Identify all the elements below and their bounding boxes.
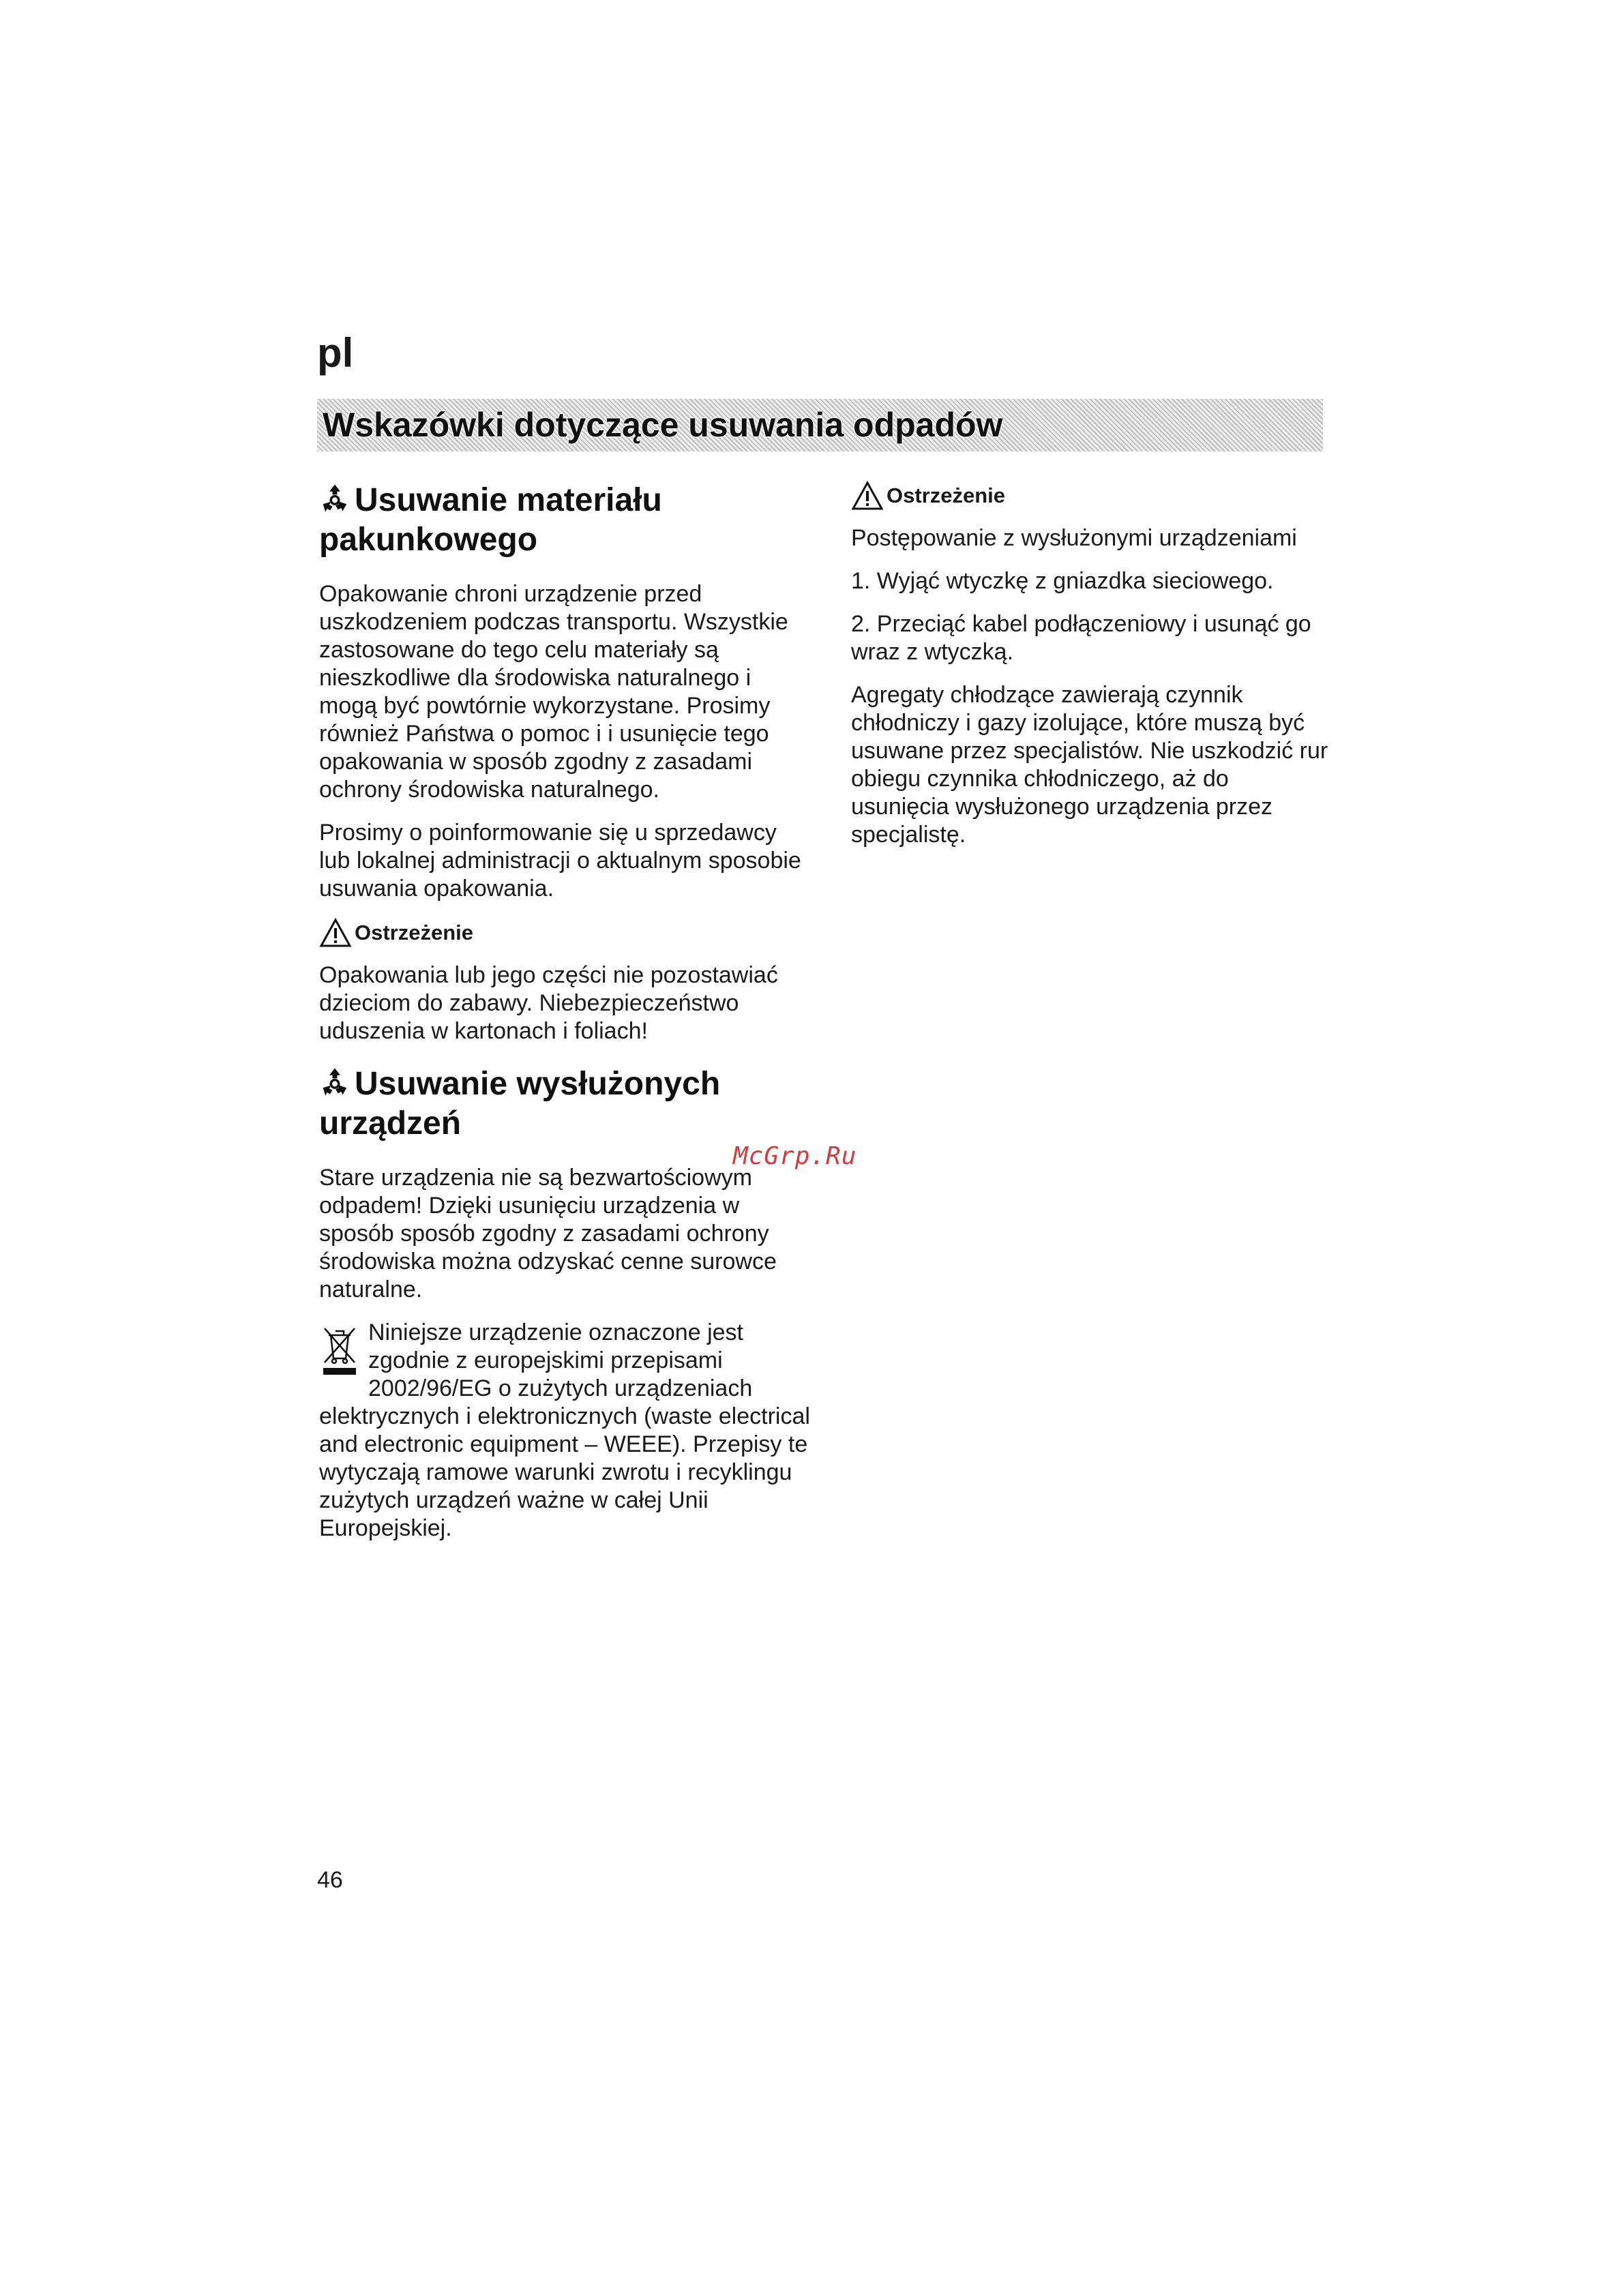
main-title-bar (317, 399, 1323, 451)
weee-line: Niniejsze urządzenie oznaczone jest (368, 1320, 743, 1345)
paragraph: Postępowanie z wysłużonymi urządzeniami (851, 525, 1297, 551)
watermark: McGrp.Ru (733, 1142, 857, 1170)
warning-text: Opakowania lub jego części nie pozostawiać dzieciom do zabawy. Niebezpieczeństwo uduszenia w kartonach i foliach! (319, 962, 778, 1044)
weee-line: 2002/96/EG o zużytych urządzeniach (368, 1375, 753, 1401)
warning-label: Ostrzeżenie (355, 921, 474, 944)
warning-triangle-icon (319, 918, 352, 948)
warning-triangle-icon (851, 481, 884, 511)
warning-heading (851, 481, 1328, 511)
warning-heading (319, 918, 810, 948)
weee-notice (319, 1319, 810, 1542)
paragraph: Stare urządzenia nie są bezwartościowym odpadem! Dzięki usunięciu urządzenia w sposób sposób zgodny z zasadami ochrony środowiska można odzyskać cenne surowce naturalne. (319, 1165, 777, 1302)
crossed-out-bin-icon (319, 1323, 360, 1377)
right-column (851, 481, 1328, 864)
recycle-icon (319, 1066, 351, 1097)
main-title: Wskazówki dotyczące usuwania odpadów (323, 406, 1003, 444)
left-column (319, 481, 810, 1557)
language-code: pl (317, 330, 354, 376)
paragraph: Prosimy o poinformowanie się u sprzedawcy lub lokalnej administracji o aktualnym sposobie usuwania opakowania. (319, 820, 801, 901)
recycle-icon (319, 482, 351, 513)
section-heading-packaging (319, 481, 810, 560)
warning-label: Ostrzeżenie (887, 483, 1006, 507)
paragraph: Agregaty chłodzące zawierają czynnik chłodniczy i gazy izolujące, które muszą być usuwane przez specjalistów. Nie uszkodzić rur obiegu czynnika chłodniczego, aż do usunięcia wysłużonego urządzenia przez specjalistę. (851, 682, 1328, 848)
page-number: 46 (317, 1867, 343, 1893)
weee-line: zgodnie z europejskimi przepisami (368, 1347, 723, 1373)
section-heading-old-appliances (319, 1064, 810, 1144)
section-heading-text: Usuwanie materiału pakunkowego (319, 482, 662, 558)
list-item: 1. Wyjąć wtyczkę z gniazdka sieciowego. (851, 568, 1274, 594)
weee-text: elektrycznych i elektronicznych (waste electrical and electronic equipment – WEEE). Przepisy te wytyczają ramowe warunki zwrotu i recyklingu zużytych urządzeń ważne w całej Unii Europejskiej. (319, 1403, 810, 1541)
paragraph: Opakowanie chroni urządzenie przed uszkodzeniem podczas transportu. Wszystkie zastosowane do tego celu materiały są nieszkodliwe dla środowiska naturalnego i mogą być powtórnie wykorzystane. Prosimy również Państwa o pomoc i i usunięcie tego opakowania w sposób zgodny z zasadami ochrony środowiska naturalnego. (319, 581, 788, 803)
section-heading-text: Usuwanie wysłużonych urządzeń (319, 1066, 721, 1142)
list-item: 2. Przeciąć kabel podłączeniowy i usunąć go wraz z wtyczką. (851, 611, 1311, 665)
